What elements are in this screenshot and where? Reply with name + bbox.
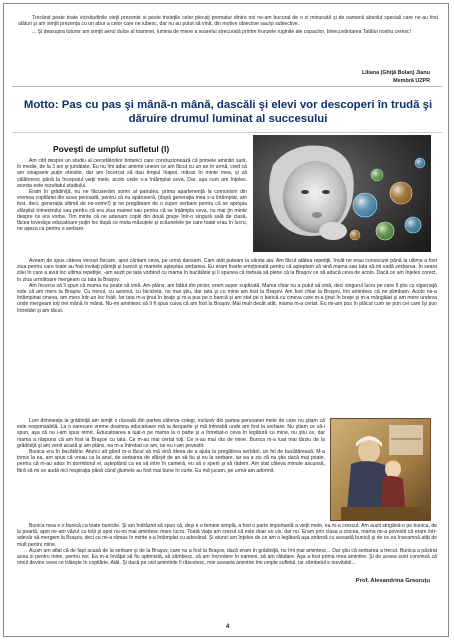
article-paragraph: Luni dimineaţa la grădiniţă am simţit o răceală din partea câtorva colegi, inclusiv din partea persoanei mele de care nu ştiam că este responsabilă. La o oarecare vreme doamna educatoare mă ia deoparte şi mă întreabă unde am fost la serbare. Nu ştiam ce să-i spun, aşa că nu i-am spus nimic. Educatoarea a luat-o pe mama la o parte şi a întrebat-o ceva în legătură cu mine, nu ştiu ce, dar mama a răspuns că am fost la Braşov cu tata. Ce m-au mai certat toţi. Ce n-au mai râs de mine. Bunica m-a luat mai târziu de la grădiniţă şi am venit acasă şi am plâns, ea m-a întrebat ce am, iar eu i-am povestit. [17, 418, 325, 449]
article-paragraph: Acum am aflat că de fapt acasă de la serbare şi de la Braşov, care nu a fost la Braşov, dacă eram în grădiniţă, nu îmi mai amintesc... Dar ştiu că serbarea a trecut. Bunica a păstrat acea zi pentru mine, pentru noi. Ea m-a învăţat să fiu optimistă, să zâmbesc, să am încredere în oameni, să am răbdare. Aşa a fost prima mea amintire. Şi de aceea sunt convinsă că omul devine ceea ce trăieşte în copilărie. Atât. Şi dacă pe unii amintirile îi răscolesc, mie aceasta amintire îmi umple sufletul, iar zâmbetul e inevitabil… [17, 547, 437, 567]
signature-role: Membră UZPR [393, 78, 430, 84]
article-paragraph: Bunica era în bucătărie. Atunci alt gând m-a făcut să mă vină ideea de a ajuta la pregătirea serbării, un fel de bucătăreasă. M-a trimis la ea, am spus că vreau ca la anul, de serbarea de sfârşit de an să fiu şi eu la serbare, iar ea a zis că nu ştie dacă mai poate, pentru că m-au adus în dormitorul ei, aşteptând ca ea să intre în cameră, eu să o sperii şi să râdem. Am stat câteva minute ascunsă, fără să mi se audă nici respiraţia până când glumele au fost mai bune în curte. Eu mă jucam, pe urmă am adormit. [17, 449, 325, 474]
article-title: Poveşti de umplut sufletul (I) [53, 144, 170, 154]
article-author: Prof. Alexandrina Greoruţu [355, 578, 430, 584]
article-paragraph: Aveam de spus câteva versuri fiecare, apoi cântam ceva, pe urmă dansam. Cam atât puteam la vârsta aia. Am făcut atâtea repetiţii, încât ne erau cunoscute până la ultima a fost ziua pentru care toate au fost invitaţi părinţii şi bunicii şi mamele aşteptau serbarea. Eu eram foarte emoţionată pentru că aşteptam să vină mama sau tata să-mi vadă serbarea. În seara zilei în care a avut loc ultima repetiţie, -am auzit pe tata vorbind cu mama în bucătărie şi îi spunea că trebuia să plece că la Braşov ce să aducă ceva de acolo. Dacă ce am înţeles corect, în ziua următoare mergeam cu tata la Braşov. [17, 258, 437, 283]
article-paragraph: Bunica mea e o bunică ca toate bunicile. Şi am îndrăznit să spun că, deşi e o femeie simplă, a fost o parte importantă a vieţii mele, ea m-a crescut. Am auzit strigând-o pe bunica, de la poartă, apoi ne-am văzut cu toţii şi apoi nu-mi mai amintesc mare lucru. Toată viaţa am crezut că este doar un vis, dar nu. Eram prin clasa a cincea, mama mi-a povestit că eram într-adevăr să mergem la Braşov, deci ce mi-a rămas în minte s-a întâmplat cu adevărat. Şi atunci am înţeles de ce am o legătură aşa strânsă cu această bunică şi de ce ea înseamnă atât de mult pentru mine. [17, 523, 437, 548]
child-with-bubbles-photo [253, 135, 431, 252]
divider [12, 86, 442, 87]
page-frame [3, 3, 449, 637]
intro-paragraph: Trecând peste toate vicisitudinile vieţii prezente si peste tristeţile celor plecaţi prematur dintre noi ne-am bucurat de o zi minunată şi de oamenii absolut speciali care ne-au fost alături şi am simţit prezenţa cu un abur a celor care ne iubesc, dar nu au putut să vină, din motive obiective sau/şi subiective. [18, 15, 438, 28]
article-body-column [17, 158, 247, 232]
article-paragraph: Am citit despre un studiu al cercetătorilor britanici care concluzionează că primele amintiri sunt, în medie, de la 3 ani şi jumătate. Eu nu îmi aduc aminte uneori ce am făcut cu un an în urmă, cred că am sinapsele puţin obosite, dar am încercat să dau timpul înapoi, măcar în minte mea, şi să călătoresc până la începutul vieţii mele, acolo unde s-a întâmplat ceva. Dar, aşa cum am înţeles, acesta este rezultatul studiului. [17, 158, 247, 189]
article-body-full [17, 258, 437, 314]
article-paragraph: Eram în grădiniţă, nu ne făcuserăm somn al patrulea, prima apartenenţă la comunism din vremea copilăriei din acea perioadă, pentru că nu apăruseră, (după generaţia mea s-a întâmplat, am fost, deci, generaţia ultimă de ne-somn!) şi ne pregăteam de o super serbare pentru că se apropia sfârşitul trimestrului sau pentru că era ziua mamei sau pentru că se întâmpla ceva, nu mai ţin minte despre ce era vorba. Tim minte că ne adunam copiii din două grupe într-o singură sală de clasă, făcea toverăşa educatoare puţin loc după ce muta măsuţele şi scăunelele pe care toate erau în lucru, ne aşeza ca pentru o serbare. [17, 189, 247, 233]
article-body-column [17, 418, 325, 474]
intro-text [18, 15, 438, 38]
painting-grandmother-child-image [330, 418, 431, 521]
divider [12, 132, 442, 133]
article-paragraph: Am încerca să îi spun că mama nu poate să vină. Am plâns, am bătut din picior, eram super supărată. Mama chiar nu a putut să vină, deci singurul lucru pe care îl ştiu cu sigurnaţă este că am mers la Braşov. Cu trenul, cu avionul, cu bicicleta, nu mai ştiu, dar tata şi cu mine am fost la Braşov. Am fost chiar la Braşov, îmi amintesc că ne plimbam. Acolo ne-a întâmpinat cineva, am mers într-un loc înalt. Iar tata m-a ţinut în braţe şi m-a pus pe o bancă şi am stat pe o bancă cu cineva care m-a ţinut în braţe şi m-a mângâiat şi am mers undeva unde mergeam toţi trei mână în mână. Nu-mi amintesc să îi fi spus cuiva că am fost la Braşov. Mai mult decât atât, mama m-a certat. Eu mi-am pus în plăcut cum se pun cei care îşi pun întrebări şi am tăcut. [17, 282, 437, 314]
intro-paragraph: ... Şi deasupra tuturor am simţit aerul dulce al toamnei, lumina de miere a soarelui strecurată printre frunzele ruginite ale copacilor, binecuvântarea Tatălui nostru ceresc! [32, 29, 412, 36]
page-number: 4 [226, 624, 230, 630]
signature-name: Liliana (Ghiţă Bolan) Jianu [362, 70, 430, 76]
article-body-full [17, 523, 437, 566]
motto-heading: Motto: Pas cu pas şi mână-n mână, dascăli şi elevi vor descoperi în trudă şi dăruire drumul luminat al succesului [23, 99, 433, 125]
